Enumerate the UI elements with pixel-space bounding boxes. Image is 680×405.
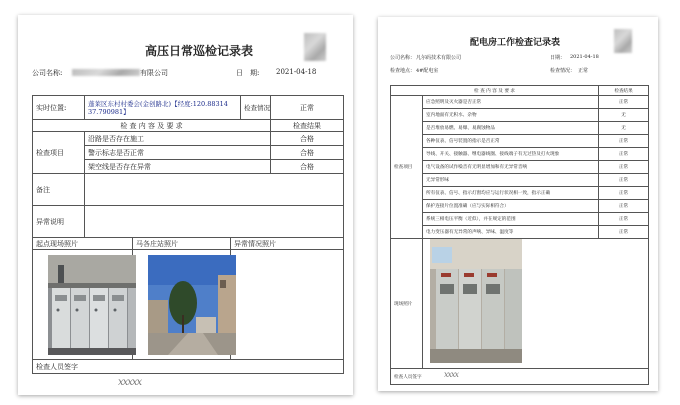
item-text: 沿路是否存在施工 bbox=[85, 132, 271, 146]
company-label: 公司名称： bbox=[390, 55, 416, 61]
date-label: 日 期: bbox=[236, 69, 260, 77]
header-content: 检 查 内 容 及 要 求 bbox=[33, 120, 271, 132]
location-label: 检查地点： bbox=[390, 68, 416, 74]
location-value: 蓬莱区东村村委会(金创路北)【经度:120.88314 37.790981】 bbox=[85, 96, 241, 120]
item-text: 各种仪表、信号装置的指示是否正常 bbox=[423, 135, 599, 148]
switchgear-photo bbox=[48, 255, 136, 355]
qr-code-blurred bbox=[304, 33, 326, 61]
date-value: 2021-04-18 bbox=[570, 54, 599, 60]
item-text: 导线、开关、接触器、继电器线圈、接线端子有无过热及打火现象 bbox=[423, 148, 599, 161]
photo-cell bbox=[231, 250, 344, 360]
item-result: 正常 bbox=[599, 96, 649, 109]
company-label: 公司名称: bbox=[32, 69, 63, 77]
item-result: 无 bbox=[599, 109, 649, 122]
right-form-title: 配电房工作检查记录表 bbox=[470, 38, 561, 48]
item-result: 无 bbox=[599, 122, 649, 135]
item-result: 正常 bbox=[599, 148, 649, 161]
item-text: 电力变压器有无异常的声响、异味、温度等 bbox=[423, 226, 599, 239]
date-value: 2021-04-18 bbox=[276, 68, 317, 76]
company-value: 有限公司 bbox=[140, 69, 168, 77]
item-text: 应急照明及灭火器是否正常 bbox=[423, 96, 599, 109]
item-text: 室内地面有无积水、杂物 bbox=[423, 109, 599, 122]
outdoor-photo bbox=[148, 255, 236, 355]
abnormal-label: 异常说明 bbox=[33, 206, 85, 238]
remark-value bbox=[85, 174, 344, 206]
company-name-blurred bbox=[72, 69, 140, 76]
inspector-label: 检查人员签字 bbox=[394, 374, 422, 380]
remark-label: 备注 bbox=[33, 174, 85, 206]
status-value: 正常 bbox=[271, 96, 344, 120]
status-label: 检查情况： bbox=[550, 68, 576, 74]
item-text: 系统三相电压平衡（近似），并在规定的范围 bbox=[423, 213, 599, 226]
status-label: 检查情况 bbox=[241, 96, 271, 120]
right-signature: xxxx bbox=[444, 370, 459, 379]
date-label: 日期： bbox=[550, 55, 566, 61]
distribution-room-photo bbox=[430, 239, 522, 363]
item-result: 合格 bbox=[271, 132, 344, 146]
photo-header: 异常情况照片 bbox=[231, 238, 344, 250]
left-form-title: 高压日常巡检记录表 bbox=[145, 44, 254, 58]
item-result: 正常 bbox=[599, 161, 649, 174]
item-text: 架空线是否存在异常 bbox=[85, 160, 271, 174]
photo-label: 现场照片 bbox=[391, 239, 423, 369]
location-label: 实时位置: bbox=[33, 96, 85, 120]
company-value: 凡尔码技术有限公司 bbox=[416, 55, 462, 61]
left-signature: xxxxx bbox=[118, 377, 142, 388]
left-form-table bbox=[32, 95, 344, 238]
qr-code-blurred bbox=[614, 29, 632, 53]
location-value: 4#配电室 bbox=[416, 68, 439, 74]
status-value: 正常 bbox=[578, 68, 589, 74]
right-inspection-form bbox=[378, 17, 658, 391]
item-result: 正常 bbox=[599, 226, 649, 239]
inspector-label: 检查人员签字 bbox=[33, 360, 133, 374]
left-inspection-form bbox=[18, 15, 353, 395]
abnormal-value bbox=[85, 206, 344, 238]
item-text: 警示标志是否正常 bbox=[85, 146, 271, 160]
signature-cell bbox=[133, 360, 344, 374]
item-result: 正常 bbox=[599, 174, 649, 187]
item-result: 正常 bbox=[599, 187, 649, 200]
photo-header: 马各庄站照片 bbox=[133, 238, 231, 250]
section-label: 检查项目 bbox=[33, 132, 85, 174]
header-result: 检查结果 bbox=[599, 86, 649, 96]
item-text: 是否堆放易燃、易爆、易腐蚀物品 bbox=[423, 122, 599, 135]
item-text: 所有仪表、信号、指示灯窗均应与运行状况相一致，指示正确 bbox=[423, 187, 599, 200]
item-result: 正常 bbox=[599, 200, 649, 213]
item-result: 合格 bbox=[271, 146, 344, 160]
inspector-row bbox=[391, 369, 649, 385]
item-result: 合格 bbox=[271, 160, 344, 174]
item-text: 电气设备的试作噪音有无明显增加和有无异常音响 bbox=[423, 161, 599, 174]
item-text: 保护连接片位置准确（应与实际相符合） bbox=[423, 200, 599, 213]
header-content: 检 查 内 容 及 要 求 bbox=[391, 86, 599, 96]
item-result: 正常 bbox=[599, 135, 649, 148]
item-result: 正常 bbox=[599, 213, 649, 226]
photo-header: 起点现场照片 bbox=[33, 238, 133, 250]
item-text: 无异常形味 bbox=[423, 174, 599, 187]
header-result: 检查结果 bbox=[271, 120, 344, 132]
section-label: 检查项目 bbox=[391, 96, 423, 239]
